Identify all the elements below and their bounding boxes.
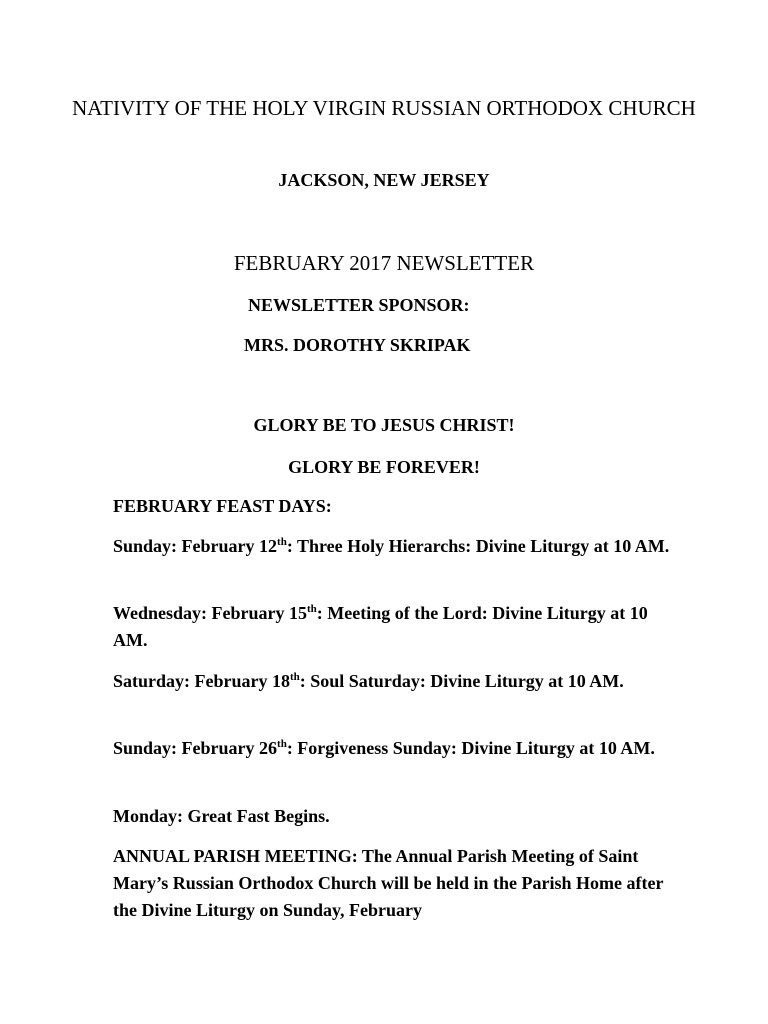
feast-day-description: : Three Holy Hierarchs: Divine Liturgy at 10 AM. (286, 536, 670, 556)
ordinal-suffix: th (277, 738, 287, 750)
feast-day-date: Sunday: February 12 (113, 536, 278, 556)
church-location: JACKSON, NEW JERSEY (278, 170, 490, 190)
feast-day-date: Wednesday: February 15 (113, 603, 308, 623)
greeting-line-1: GLORY BE TO JESUS CHRIST! (253, 415, 515, 435)
feast-day-date: Saturday: February 18 (113, 671, 290, 691)
feast-day-date: Sunday: February 26 (113, 738, 278, 758)
feast-days-heading: FEBRUARY FEAST DAYS: (113, 496, 332, 516)
feast-day-description: : Soul Saturday: Divine Liturgy at 10 AM. (299, 671, 624, 691)
greeting-line-2: GLORY BE FOREVER! (288, 457, 480, 477)
ordinal-suffix: th (290, 671, 300, 683)
sponsor-name: MRS. DOROTHY SKRIPAK (244, 335, 471, 355)
annual-parish-meeting-paragraph: ANNUAL PARISH MEETING: The Annual Parish Meeting of Saint Mary’s Russian Orthodox Church will be held in the Parish Home after the Divine Liturgy on Sunday, February (113, 846, 664, 920)
feast-day-description: : Forgiveness Sunday: Divine Liturgy at 10 AM. (286, 738, 655, 758)
church-title: NATIVITY OF THE HOLY VIRGIN RUSSIAN ORTHODOX CHURCH (72, 96, 696, 120)
feast-day-item (113, 600, 673, 654)
feast-day-item (113, 735, 673, 762)
feast-day-description: : Meeting of the Lord: Divine Liturgy at 10 AM. (113, 603, 648, 650)
ordinal-suffix: th (307, 603, 317, 615)
newsletter-title: FEBRUARY 2017 NEWSLETTER (233, 251, 535, 275)
great-fast-item: Monday: Great Fast Begins. (113, 806, 330, 826)
feast-day-item (113, 668, 673, 695)
sponsor-label: NEWSLETTER SPONSOR: (248, 295, 470, 315)
feast-day-item (113, 533, 673, 560)
ordinal-suffix: th (277, 536, 287, 548)
